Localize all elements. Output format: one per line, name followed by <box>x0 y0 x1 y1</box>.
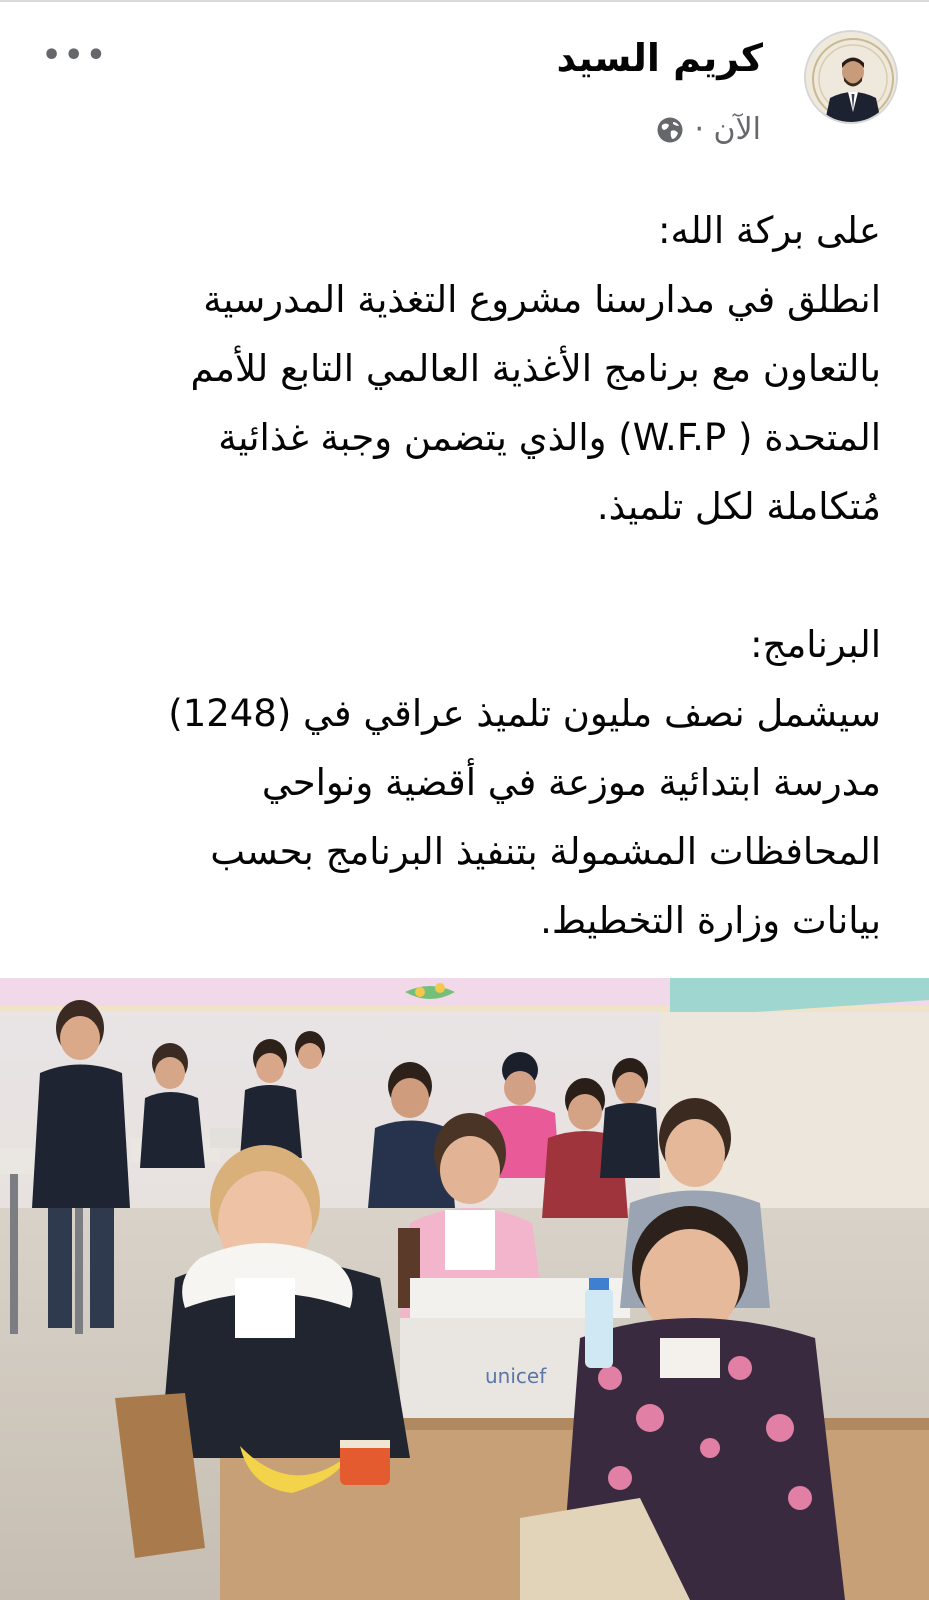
author-name[interactable]: كريم السيد <box>556 36 763 80</box>
post-line: المحافظات المشمولة بتنفيذ البرنامج بحسب <box>210 830 881 873</box>
post-line: بيانات وزارة التخطيط. <box>540 899 881 942</box>
post-time[interactable]: الآن · <box>694 112 761 147</box>
post-line: على بركة الله: <box>658 209 881 252</box>
globe-icon[interactable] <box>656 116 684 144</box>
post-meta <box>656 112 761 147</box>
post-line: المتحدة ( W.F.P) والذي يتضمن وجبة غذائية <box>218 416 881 459</box>
classroom-photo <box>0 978 929 1600</box>
more-options-icon[interactable]: ••• <box>42 38 109 73</box>
post-photo[interactable] <box>0 978 929 1600</box>
post-line: بالتعاون مع برنامج الأغذية العالمي التابع للأمم <box>190 347 881 390</box>
paragraph-gap <box>81 541 881 610</box>
post-line: انطلق في مدارسنا مشروع التغذية المدرسية <box>203 278 881 321</box>
unicef-logo-text: unicef <box>485 1364 547 1388</box>
author-avatar[interactable] <box>804 30 898 124</box>
avatar-image <box>806 32 898 124</box>
post-line: مدرسة ابتدائية موزعة في أقضية ونواحي <box>261 761 881 804</box>
post-body <box>81 196 881 955</box>
post-line: البرنامج: <box>750 623 881 666</box>
post-line: مُتكاملة لكل تلميذ. <box>596 485 881 528</box>
post-line: سيشمل نصف مليون تلميذ عراقي في (1248) <box>168 692 881 735</box>
post-header <box>0 0 929 175</box>
